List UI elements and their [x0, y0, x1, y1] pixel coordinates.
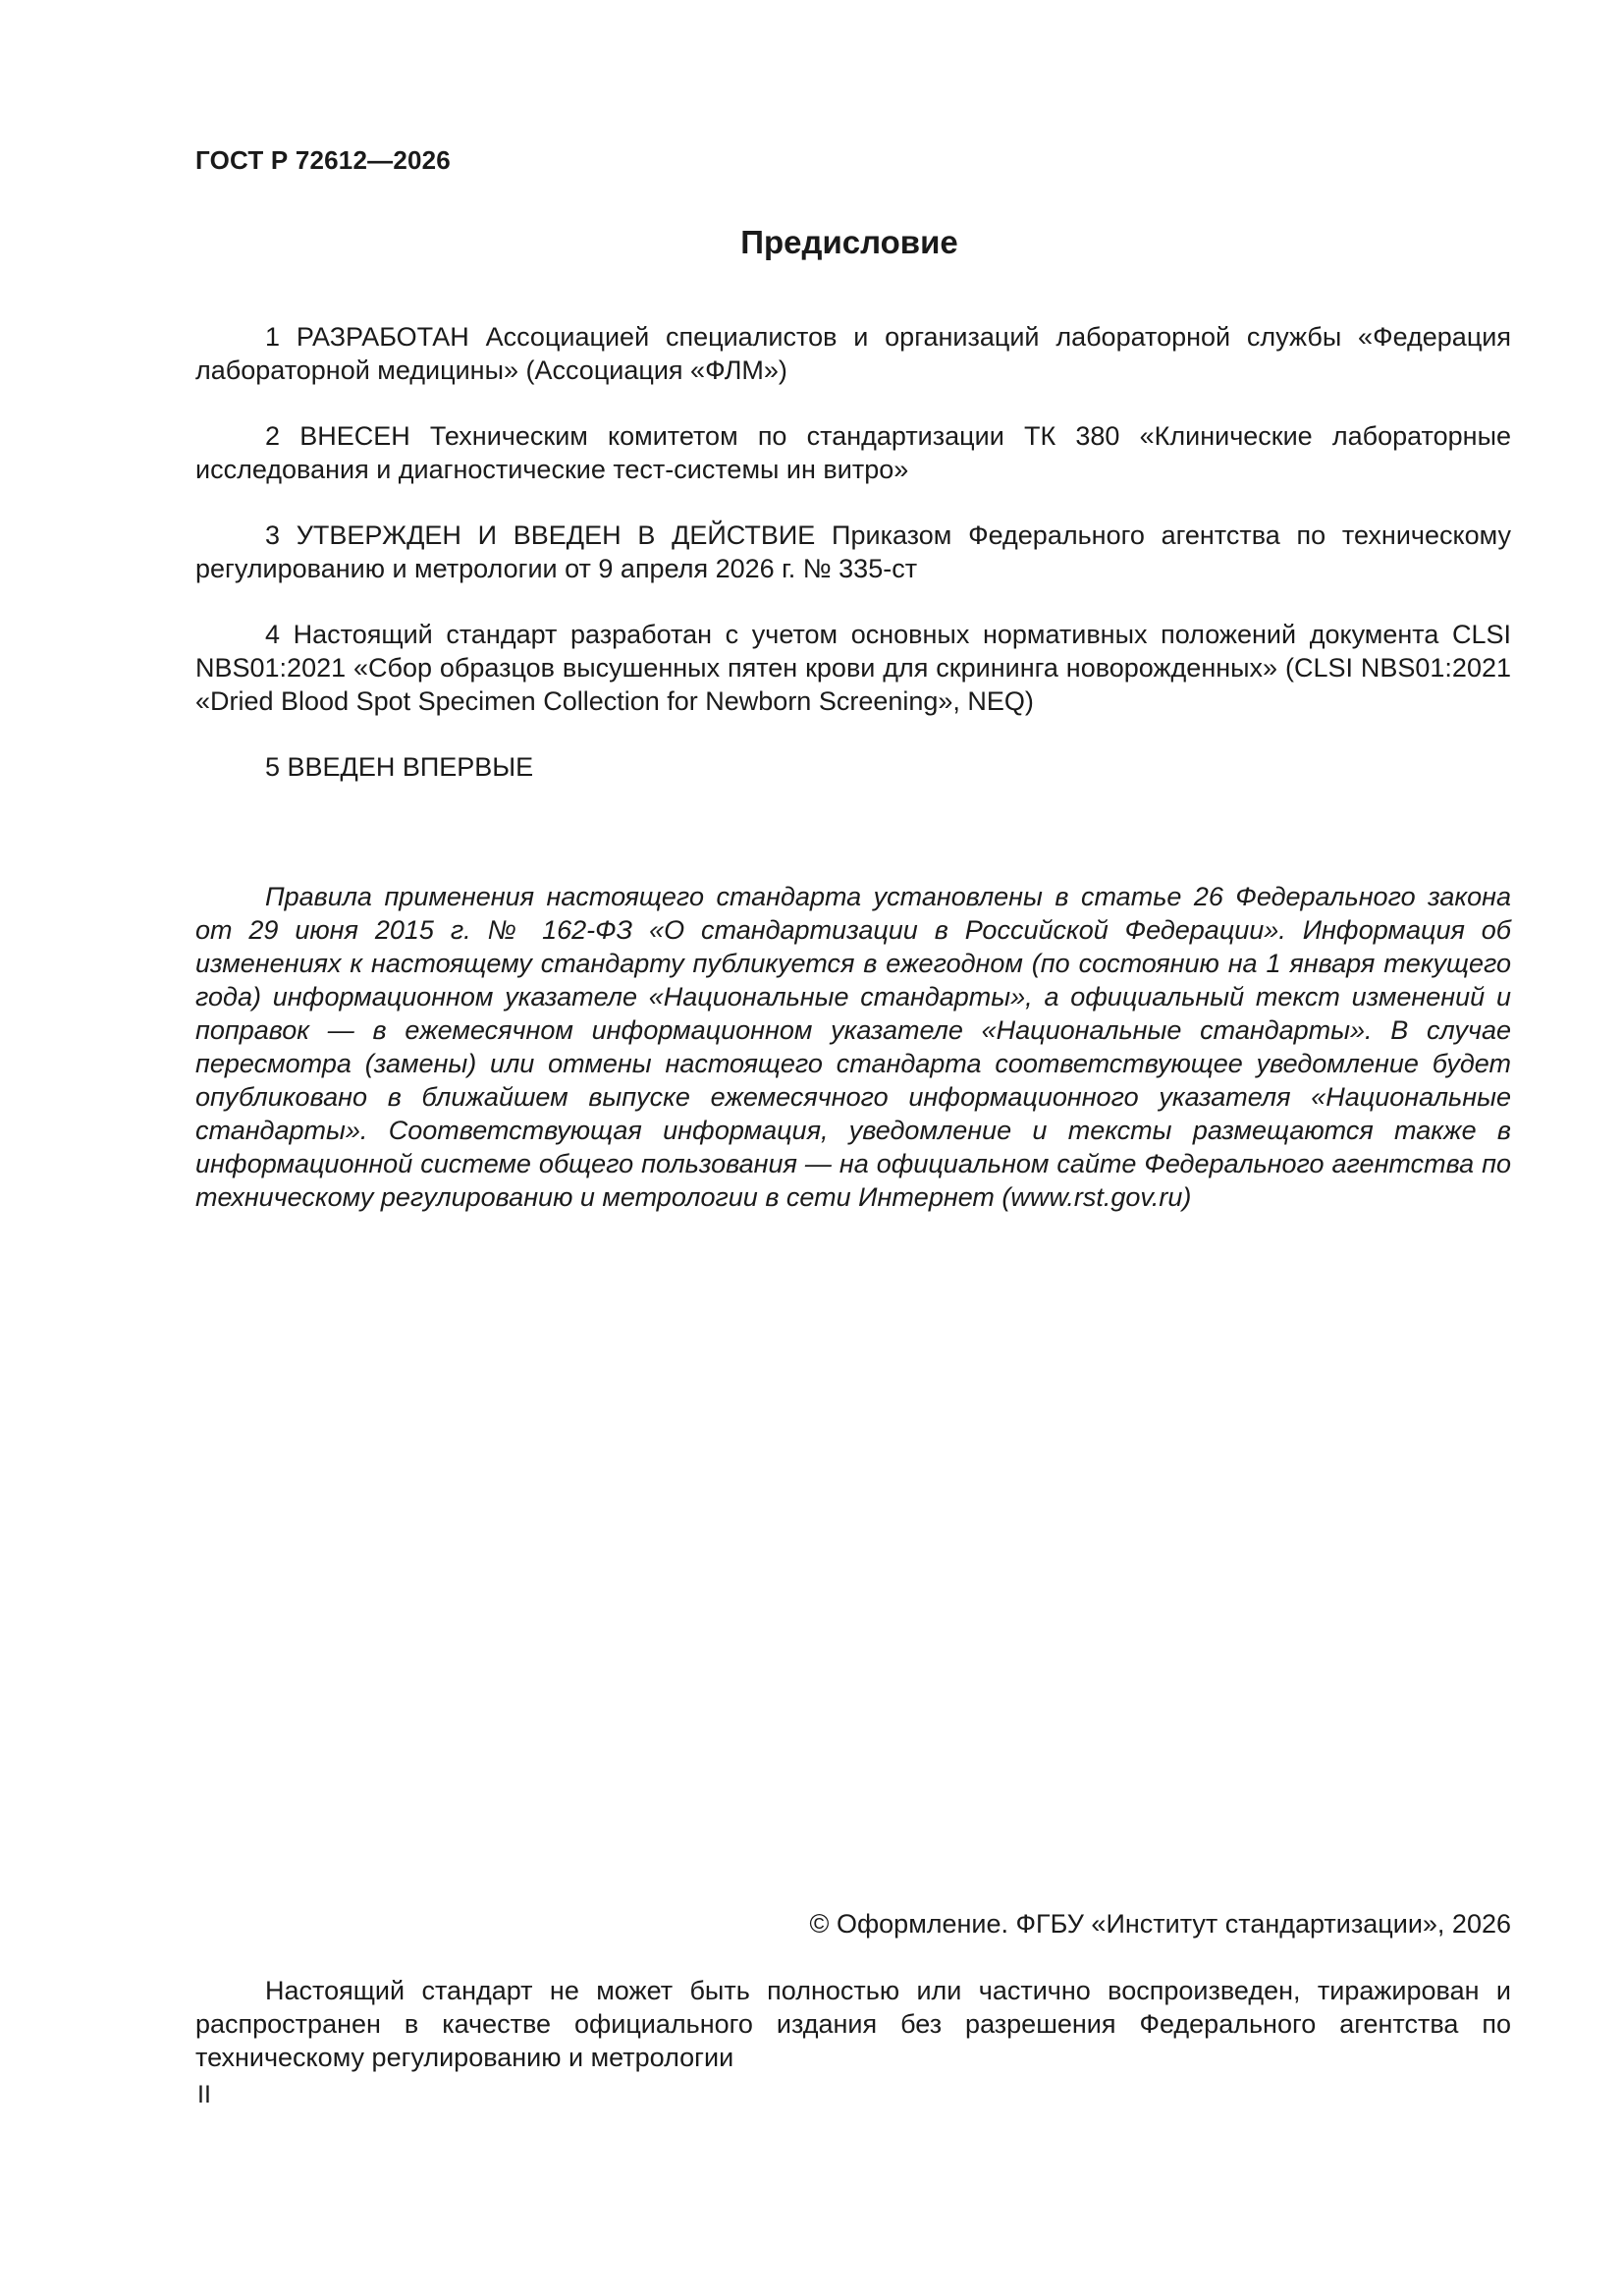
application-rules-notice: Правила применения настоящего стандарта установлены в статье 26 Федерального закона от 29 июня 2015 г. № 162-ФЗ «О стандартизации в Российской Федерации». Информация об изменениях к настоящему стандарту публикуется в ежегодном (по состоянию на 1 января текущего года) информационном указателе «Национальные стандарты», а официальный текст изменений и поправок — в ежемесячном информационном указателе «Национальные стандарты». В случае пересмотра (замены) или отмены настоящего стандарта соответствующее уведомление будет опубликовано в ближайшем выпуске ежемесячного информационного указателя «Национальные стандарты». Соответствующая информация, уведомление и тексты размещаются также в информационной системе общего пользования — на официальном сайте Федерального агентства по техническому регулированию и метрологии в сети Интернет (www.rst.gov.ru)	[195, 882, 1511, 1212]
foreword-item-introduced-by: 2 ВНЕСЕН Техническим комитетом по стандартизации ТК 380 «Клинические лабораторные исследования и диагностические тест-системы ин витро»	[195, 421, 1511, 484]
standard-identifier: ГОСТ Р 72612—2026	[195, 145, 451, 175]
page-title: Предисловие	[740, 224, 958, 260]
page-number: II	[197, 2081, 211, 2108]
foreword-item-first-introduced: 5 ВВЕДЕН ВПЕРВЫЕ	[265, 752, 534, 782]
foreword-item-developed-by: 1 РАЗРАБОТАН Ассоциацией специалистов и организаций лабораторной службы «Федерация лабораторной медицины» (Ассоциация «ФЛМ»)	[195, 322, 1511, 385]
copyright-line: © Оформление. ФГБУ «Институт стандартизации», 2026	[809, 1909, 1511, 1939]
reproduction-notice: Настоящий стандарт не может быть полностью или частично воспроизведен, тиражирован и распространен в качестве официального издания без разрешения Федерального агентства по техническому регулированию и метрологии	[195, 1976, 1511, 2072]
foreword-item-basis: 4 Настоящий стандарт разработан с учетом основных нормативных положений документа CLSI NBS01:2021 «Сбор образцов высушенных пятен крови для скрининга новорожденных» (CLSI NBS01:2021 «Dried Blood Spot Specimen Collection for Newborn Screening», NEQ)	[195, 620, 1511, 716]
foreword-item-approved: 3 УТВЕРЖДЕН И ВВЕДЕН В ДЕЙСТВИЕ Приказом Федерального агентства по техническому регулированию и метрологии от 9 апреля 2026 г. № 335-ст	[195, 520, 1511, 583]
